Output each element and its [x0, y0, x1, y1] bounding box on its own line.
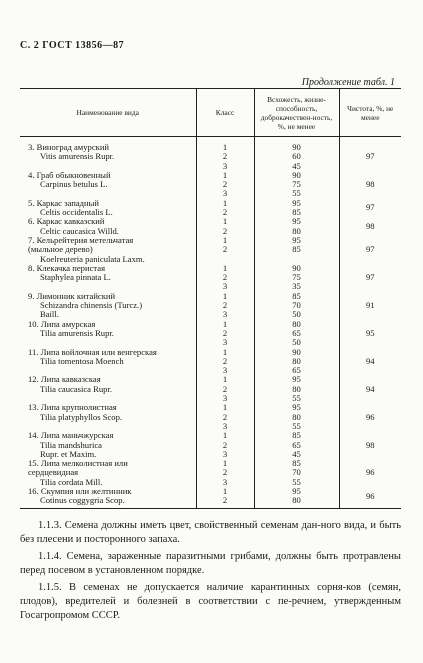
germination-value: 65	[292, 327, 301, 338]
column-header-class: Класс	[196, 89, 254, 137]
species-latin-name: Tilia mandshurica	[40, 440, 102, 450]
table-row	[20, 320, 401, 348]
species-name-cell	[20, 375, 196, 403]
class-cell	[196, 171, 254, 199]
germination-cell	[254, 292, 339, 320]
germination-value: 35	[292, 281, 301, 292]
class-value: 2	[222, 467, 228, 478]
species-name: 8. Клекачка перистая	[28, 263, 106, 273]
table-row	[20, 292, 401, 320]
body-text	[20, 519, 401, 626]
purity-value: 97	[339, 264, 401, 292]
germination-value: 45	[292, 448, 301, 459]
class-value: 1	[222, 318, 228, 329]
germination-value: 80	[292, 225, 301, 236]
species-name-cell	[20, 199, 196, 218]
purity-value: 97	[339, 199, 401, 218]
germination-cell	[254, 348, 339, 376]
purity-value: 96	[339, 459, 401, 487]
class-cell	[196, 320, 254, 348]
class-value: 3	[222, 365, 228, 376]
species-name: 6. Каркас кавказский	[28, 217, 105, 227]
germination-value: 55	[292, 393, 301, 404]
paragraph: 1.1.5. В семенах не допускается наличие карантинных сорня-ков (семян, плодов), вредителей и болезней в соответствии с пе-речнем, утвержденным Госагропромом СССР.	[20, 582, 401, 621]
species-name: 12. Липа кавказская	[28, 375, 101, 385]
class-cell	[196, 236, 254, 264]
germination-value: 90	[292, 262, 301, 273]
germination-value: 65	[292, 365, 301, 376]
table-row	[20, 264, 401, 292]
germination-value: 80	[292, 318, 301, 329]
species-latin-name: Tilia tomentosa Moench	[40, 356, 124, 366]
class-value: 3	[222, 281, 228, 292]
purity-value: 98	[339, 217, 401, 236]
species-name-cell	[20, 431, 196, 459]
class-value: 2	[222, 244, 228, 255]
species-name-cell	[20, 320, 196, 348]
germination-value: 80	[292, 355, 301, 366]
column-header-species: Наименование вида	[20, 89, 196, 137]
species-name-cell	[20, 264, 196, 292]
purity-value: 98	[339, 171, 401, 199]
species-name: 14. Липа маньчжурская	[28, 431, 114, 441]
table-row	[20, 236, 401, 264]
seed-quality-table	[20, 88, 401, 509]
species-name-cell	[20, 171, 196, 199]
species-latin-name: Schizandra chinensis (Turcz.)	[40, 301, 143, 311]
germination-cell	[254, 217, 339, 236]
species-latin-name: Tilia amurensis Rupr.	[40, 328, 114, 338]
germination-value: 85	[292, 290, 301, 301]
species-name-cell	[20, 403, 196, 431]
class-value: 3	[222, 188, 228, 199]
table-continuation-label: Продолжение табл. 1	[301, 77, 395, 88]
purity-value: 96	[339, 403, 401, 431]
species-name: 13. Липа крупнолистная	[28, 403, 117, 413]
class-value: 2	[222, 300, 228, 311]
class-cell	[196, 459, 254, 487]
germination-value: 45	[292, 160, 301, 171]
germination-value: 95	[292, 197, 301, 208]
germination-value: 95	[292, 216, 301, 227]
species-latin-name: Staphylea pinnata L.	[40, 273, 111, 283]
species-name: (мыльное дерево)	[28, 245, 93, 255]
species-name: 11. Липа войлочная или венгерская	[28, 347, 157, 357]
class-value: 3	[222, 393, 228, 404]
germination-value: 95	[292, 374, 301, 385]
class-value: 1	[222, 216, 228, 227]
germination-value: 90	[292, 142, 301, 152]
purity-value: 96	[339, 487, 401, 508]
species-name-cell	[20, 459, 196, 487]
table-row	[20, 199, 401, 218]
class-value: 1	[222, 169, 228, 180]
species-name-cell	[20, 236, 196, 264]
germination-value: 75	[292, 179, 301, 190]
table-row	[20, 431, 401, 459]
species-latin-name: Tilia platyphyllos Scop.	[40, 412, 123, 422]
page-header: С. 2 ГОСТ 13856—87	[20, 40, 125, 51]
class-value: 3	[222, 420, 228, 431]
germination-cell	[254, 459, 339, 487]
table-row	[20, 487, 401, 508]
species-name: 7. Кельрейтерия метельчатая	[28, 235, 134, 245]
germination-value: 95	[292, 402, 301, 413]
species-latin-name: Celtic caucasica Willd.	[40, 226, 119, 236]
class-value: 3	[222, 448, 228, 459]
species-name-cell	[20, 487, 196, 508]
species-name-cell	[20, 137, 196, 171]
purity-value: 95	[339, 320, 401, 348]
purity-value: 97	[339, 236, 401, 264]
species-name-cell	[20, 217, 196, 236]
class-value: 2	[222, 151, 228, 162]
germination-value: 85	[292, 207, 301, 218]
class-value: 3	[222, 476, 228, 487]
column-header-germination: Всхожесть, жизне-способность, доброкачествен-ность, %, не менее	[254, 89, 339, 137]
germination-value: 85	[292, 430, 301, 441]
germination-cell	[254, 171, 339, 199]
class-value: 1	[222, 197, 228, 208]
class-value: 1	[222, 402, 228, 413]
table-row	[20, 375, 401, 403]
species-name: 15. Липа мелколистная или	[28, 459, 128, 469]
class-value: 3	[222, 337, 228, 348]
germination-value: 75	[292, 272, 301, 283]
germination-value: 80	[292, 383, 301, 394]
germination-value: 60	[292, 151, 301, 162]
class-cell	[196, 403, 254, 431]
germination-cell	[254, 403, 339, 431]
paragraph: 1.1.3. Семена должны иметь цвет, свойственный семенам дан-ного вида, и быть без плесени и посторонного запаха.	[20, 520, 401, 545]
germination-value: 65	[292, 439, 301, 450]
class-value: 1	[222, 234, 228, 245]
class-value: 2	[222, 355, 228, 366]
purity-value: 94	[339, 348, 401, 376]
purity-value: 97	[339, 137, 401, 171]
germination-value: 90	[292, 346, 301, 357]
species-latin-name: Koelreuteria paniculata Laxm.	[40, 254, 145, 264]
class-value: 2	[222, 272, 228, 283]
species-name: 10. Липа амурская	[28, 319, 96, 329]
class-cell	[196, 217, 254, 236]
table-row	[20, 348, 401, 376]
class-cell	[196, 375, 254, 403]
class-value: 1	[222, 458, 228, 469]
class-value: 2	[222, 179, 228, 190]
class-cell	[196, 137, 254, 171]
species-latin-name: Vitis amurensis Rupr.	[40, 152, 115, 162]
species-latin-name: Rupr. et Maxim.	[40, 449, 97, 459]
species-name: 5. Каркас западный	[28, 198, 99, 208]
purity-value: 94	[339, 375, 401, 403]
species-name-cell	[20, 348, 196, 376]
germination-cell	[254, 375, 339, 403]
germination-value: 55	[292, 420, 301, 431]
species-latin-name: Baill.	[40, 310, 59, 320]
class-value: 2	[222, 411, 228, 422]
species-name: 3. Виноград амурский	[28, 143, 110, 152]
paragraph: 1.1.4. Семена, зараженные паразитными грибами, должны быть протравлены перед посевом в установленном порядке.	[20, 551, 401, 576]
class-value: 1	[222, 290, 228, 301]
germination-value: 70	[292, 300, 301, 311]
germination-value: 50	[292, 309, 301, 320]
class-value: 2	[222, 327, 228, 338]
class-value: 2	[222, 207, 228, 218]
species-name: 16. Скумпия или желтинник	[28, 486, 132, 496]
class-value: 3	[222, 309, 228, 320]
species-latin-name: Cotinus coggygria Scop.	[40, 496, 125, 506]
species-name-cell	[20, 292, 196, 320]
germination-value: 55	[292, 476, 301, 487]
class-value: 2	[222, 495, 228, 506]
class-value: 1	[222, 485, 228, 496]
germination-cell	[254, 264, 339, 292]
table-body	[20, 137, 401, 509]
table-row	[20, 459, 401, 487]
species-name: 4. Граб обыкновенный	[28, 170, 111, 180]
class-cell	[196, 431, 254, 459]
class-value: 1	[222, 262, 228, 273]
class-cell	[196, 292, 254, 320]
germination-cell	[254, 236, 339, 264]
germination-value: 55	[292, 188, 301, 199]
germination-value: 80	[292, 411, 301, 422]
class-value: 1	[222, 346, 228, 357]
species-latin-name: Carpinus betulus L.	[40, 180, 108, 190]
class-cell	[196, 487, 254, 508]
table-row	[20, 217, 401, 236]
germination-value: 90	[292, 169, 301, 180]
class-cell	[196, 199, 254, 218]
germination-value: 50	[292, 337, 301, 348]
table-row	[20, 171, 401, 199]
germination-cell	[254, 199, 339, 218]
species-latin-name: Tilia caucasica Rupr.	[40, 384, 112, 394]
germination-value: 95	[292, 485, 301, 496]
germination-cell	[254, 431, 339, 459]
species-latin-name: Tilia cordata Mill.	[40, 477, 103, 487]
germination-cell	[254, 487, 339, 508]
class-value: 1	[222, 142, 228, 152]
class-value: 3	[222, 160, 228, 171]
class-value: 2	[222, 383, 228, 394]
column-header-purity: Чистота, %, не менее	[339, 89, 401, 137]
germination-value: 80	[292, 495, 301, 506]
class-value: 2	[222, 225, 228, 236]
species-name: сердцевидная	[28, 468, 79, 478]
germination-value: 95	[292, 234, 301, 245]
germination-value: 70	[292, 467, 301, 478]
germination-value: 85	[292, 458, 301, 469]
germination-cell	[254, 137, 339, 171]
class-value: 1	[222, 430, 228, 441]
class-value: 2	[222, 439, 228, 450]
class-value: 1	[222, 374, 228, 385]
purity-value: 91	[339, 292, 401, 320]
table-row	[20, 403, 401, 431]
germination-cell	[254, 320, 339, 348]
purity-value: 98	[339, 431, 401, 459]
species-name: 9. Лимонник китайский	[28, 291, 116, 301]
germination-value: 85	[292, 244, 301, 255]
species-latin-name: Celtis occidentalis L.	[40, 208, 113, 218]
class-cell	[196, 348, 254, 376]
table-row	[20, 137, 401, 171]
class-cell	[196, 264, 254, 292]
